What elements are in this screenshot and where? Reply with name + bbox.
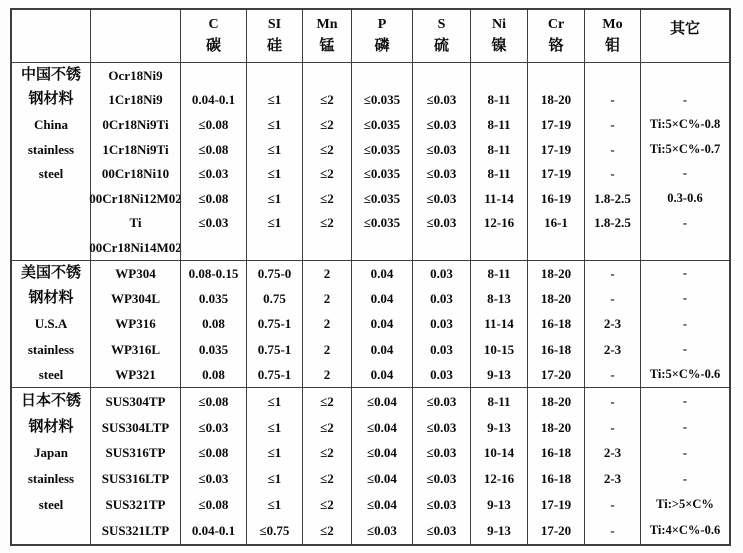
value-cell: 2-3: [603, 471, 622, 487]
value-cell: 9-13: [487, 497, 511, 513]
value-column: [640, 388, 729, 543]
region-label: [12, 518, 90, 544]
value-cell: ≤0.03: [367, 523, 397, 539]
value-cell: ≤2: [320, 419, 334, 435]
value-cell: ≤0.08: [198, 445, 229, 461]
section-usa-stainless: [12, 260, 729, 387]
value-cell: 8-11: [487, 116, 511, 132]
value-cell: [641, 235, 729, 260]
value-cell: 11-14: [484, 190, 514, 206]
value-cell: 8-11: [487, 393, 511, 409]
header-symbol-label: SI: [267, 16, 282, 32]
value-cell: 12-16: [483, 215, 515, 231]
value-cell: -: [610, 291, 615, 307]
value-cell: 18-20: [540, 393, 572, 409]
value-cell: 17-19: [540, 116, 572, 132]
value-cell: 12-16: [483, 471, 515, 487]
value-column: [470, 388, 527, 543]
value-cell: ≤0.03: [198, 471, 229, 487]
value-cell: 0.75-0: [257, 265, 292, 281]
value-cell: ≤0.03: [426, 497, 457, 513]
region-label: stainless: [27, 341, 75, 357]
value-cell: ≤0.08: [198, 497, 229, 513]
value-cell: [528, 235, 584, 260]
region-label: [12, 211, 90, 236]
value-cell: Ti:>5×C%: [656, 497, 714, 512]
value-cell: 2: [323, 265, 331, 281]
region-label: U.S.A: [34, 316, 68, 332]
value-cell: [471, 235, 527, 260]
value-cell: -: [610, 141, 615, 157]
grade-name: Ti: [129, 215, 142, 231]
value-cell: ≤2: [320, 393, 334, 409]
value-column: [527, 388, 584, 543]
value-cell: 0.035: [198, 291, 229, 307]
value-cell: 2: [323, 291, 331, 307]
header-symbol-label: Ni: [492, 16, 506, 32]
value-cell: 2: [323, 341, 331, 357]
value-cell: 10-15: [483, 341, 515, 357]
value-cell: -: [610, 393, 615, 409]
region-label: [12, 235, 90, 260]
header-symbol-label: Mo: [602, 16, 623, 32]
value-cell: 10-14: [483, 445, 515, 461]
value-cell: 0.03: [430, 316, 453, 332]
value-cell: 1.8-2.5: [594, 190, 631, 206]
value-column: [302, 388, 351, 543]
value-cell: -: [682, 266, 688, 281]
value-cell: 0.04: [370, 341, 394, 357]
value-cell: 0.04-0.1: [191, 92, 236, 108]
value-cell: 0.04: [370, 265, 394, 281]
value-cell: ≤2: [320, 215, 334, 231]
region-column: [12, 63, 90, 260]
value-cell: 0.04: [370, 367, 394, 383]
value-column: [584, 261, 640, 387]
header-chinese-label: 磷: [374, 38, 390, 55]
value-cell: ≤0.03: [426, 166, 457, 182]
value-cell: [528, 63, 584, 88]
value-cell: 11-14: [484, 316, 514, 332]
value-cell: ≤0.035: [363, 215, 401, 231]
grade-name: SUS304TP: [105, 393, 166, 409]
header-symbol-label: S: [437, 16, 446, 32]
value-cell: 16-18: [540, 341, 572, 357]
grade-name: 1Cr18Ni9: [108, 92, 163, 108]
value-cell: -: [682, 445, 688, 460]
value-column: [351, 388, 412, 543]
value-cell: 8-13: [487, 291, 511, 307]
grade-name: 00Cr18Ni14M02: [89, 239, 182, 255]
value-column: [527, 261, 584, 387]
region-label: 钢材料: [28, 290, 74, 307]
header-chinese-label: 铬: [548, 38, 564, 55]
header-cell-P: [351, 10, 412, 62]
region-label: China: [34, 116, 68, 132]
value-cell: Ti:4×C%-0.6: [649, 523, 721, 538]
value-cell: [585, 63, 640, 88]
value-cell: -: [682, 419, 688, 434]
grade-name: WP316: [115, 316, 156, 332]
header-cell-Ni: [470, 10, 527, 62]
value-cell: ≤0.03: [198, 166, 229, 182]
value-cell: 0.75-1: [257, 316, 292, 332]
value-cell: ≤0.03: [198, 215, 229, 231]
grade-name: SUS321LTP: [101, 523, 170, 539]
value-cell: ≤2: [320, 445, 334, 461]
value-cell: -: [682, 342, 688, 357]
value-cell: 0.75-1: [257, 341, 292, 357]
grade-column: [90, 261, 180, 387]
value-cell: ≤2: [320, 92, 334, 108]
value-cell: ≤1: [267, 190, 282, 206]
value-cell: 2-3: [603, 341, 622, 357]
value-cell: ≤0.03: [426, 190, 457, 206]
value-cell: 8-11: [487, 166, 511, 182]
value-cell: 0.04: [370, 316, 394, 332]
value-column: [180, 261, 246, 387]
value-cell: ≤1: [267, 497, 282, 513]
value-cell: -: [682, 92, 688, 107]
section-japan-stainless: [12, 387, 729, 543]
value-cell: -: [610, 265, 615, 281]
value-cell: 0.035: [198, 341, 229, 357]
value-cell: ≤0.08: [198, 190, 229, 206]
value-cell: Ti:5×C%-0.7: [649, 141, 721, 156]
value-cell: -: [610, 523, 615, 539]
value-column: [640, 261, 729, 387]
value-cell: 0.03: [430, 341, 453, 357]
header-cell-Mn: [302, 10, 351, 62]
value-cell: 0.3-0.6: [667, 191, 703, 206]
region-column: [12, 261, 90, 387]
value-column: [412, 261, 470, 387]
value-cell: -: [682, 393, 688, 408]
value-column: [640, 63, 729, 260]
value-column: [246, 261, 302, 387]
value-cell: ≤0.035: [363, 166, 401, 182]
value-cell: 9-13: [487, 523, 511, 539]
value-cell: ≤0.035: [363, 190, 401, 206]
value-column: [351, 63, 412, 260]
value-cell: 17-20: [540, 367, 572, 383]
region-label: steel: [38, 497, 64, 513]
value-cell: 0.08: [202, 367, 225, 383]
value-cell: 2-3: [603, 316, 622, 332]
grade-name: WP304L: [110, 291, 161, 307]
value-column: [527, 63, 584, 260]
value-cell: 0.04: [370, 291, 394, 307]
value-cell: 2: [323, 316, 331, 332]
section-china-stainless: [12, 62, 729, 260]
header-cell-SI: [246, 10, 302, 62]
value-cell: ≤0.035: [363, 116, 401, 132]
header-cell-Mo: [584, 10, 640, 62]
value-cell: [247, 235, 302, 260]
value-cell: 2-3: [603, 445, 622, 461]
value-cell: 17-19: [540, 141, 572, 157]
grade-name: SUS316TP: [105, 445, 166, 461]
value-cell: ≤1: [267, 419, 282, 435]
region-label: 日本不锈: [20, 392, 81, 409]
grade-name: 00Cr18Ni10: [101, 166, 170, 182]
header-chinese-label: 碳: [205, 38, 221, 55]
value-cell: ≤1: [267, 166, 282, 182]
value-cell: 1.8-2.5: [594, 215, 631, 231]
grade-name: 1Cr18Ni9Ti: [102, 141, 169, 157]
value-column: [412, 388, 470, 543]
value-cell: ≤1: [267, 445, 282, 461]
value-cell: 8-11: [487, 92, 511, 108]
value-cell: 16-18: [540, 316, 572, 332]
header-cell-其它: [640, 10, 729, 62]
value-column: [584, 388, 640, 543]
value-cell: [247, 63, 302, 88]
region-label: Japan: [34, 445, 68, 461]
value-cell: ≤0.08: [198, 141, 229, 157]
region-label: stainless: [27, 141, 75, 157]
value-cell: ≤1: [267, 393, 282, 409]
value-cell: 16-18: [540, 445, 572, 461]
value-cell: [352, 235, 412, 260]
value-cell: 8-11: [487, 265, 511, 281]
header-symbol-label: Mn: [316, 16, 338, 32]
value-column: [302, 261, 351, 387]
header-cell-Cr: [527, 10, 584, 62]
value-cell: 16-18: [540, 471, 572, 487]
value-cell: 18-20: [540, 291, 572, 307]
grade-name: SUS316LTP: [101, 471, 170, 487]
value-cell: ≤0.04: [367, 497, 397, 513]
value-cell: -: [610, 497, 615, 513]
value-cell: ≤1: [267, 141, 282, 157]
value-cell: 16-19: [540, 190, 572, 206]
value-cell: [352, 63, 412, 88]
value-cell: ≤0.03: [426, 215, 457, 231]
grade-name: WP321: [115, 367, 156, 383]
value-cell: ≤0.03: [426, 116, 457, 132]
value-cell: ≤2: [320, 166, 334, 182]
value-cell: ≤0.03: [426, 523, 457, 539]
value-cell: [413, 235, 470, 260]
header-chinese-label: 硅: [266, 38, 282, 55]
value-cell: 2: [323, 367, 331, 383]
value-cell: ≤2: [320, 471, 334, 487]
table-header-row: [12, 10, 729, 62]
header-cell-blank-1: [90, 10, 180, 62]
value-cell: -: [682, 471, 688, 486]
region-label: 钢材料: [28, 418, 74, 435]
value-cell: ≤2: [320, 523, 334, 539]
value-cell: 18-20: [540, 92, 572, 108]
header-chinese-label: 硫: [433, 38, 449, 55]
value-cell: ≤0.03: [198, 419, 229, 435]
header-chinese-label: 锰: [319, 38, 335, 55]
region-label: steel: [38, 166, 64, 182]
value-column: [412, 63, 470, 260]
value-cell: ≤0.75: [259, 523, 290, 539]
value-cell: ≤2: [320, 497, 334, 513]
value-cell: ≤0.035: [363, 92, 401, 108]
grade-name: WP316L: [110, 341, 161, 357]
value-cell: ≤1: [267, 92, 282, 108]
value-cell: ≤0.03: [426, 471, 457, 487]
value-cell: 18-20: [540, 419, 572, 435]
value-cell: ≤1: [267, 471, 282, 487]
value-cell: ≤1: [267, 116, 282, 132]
value-cell: 0.03: [430, 367, 453, 383]
value-cell: ≤2: [320, 141, 334, 157]
value-cell: ≤2: [320, 116, 334, 132]
header-cell-blank-0: [12, 10, 90, 62]
value-cell: 0.75-1: [257, 367, 292, 383]
value-column: [246, 63, 302, 260]
header-symbol-label: Cr: [547, 16, 565, 32]
value-cell: ≤0.04: [367, 445, 397, 461]
value-cell: ≤0.08: [198, 393, 229, 409]
value-cell: [181, 63, 246, 88]
grade-name: WP304: [115, 265, 156, 281]
value-cell: -: [682, 291, 688, 306]
region-label: 美国不锈: [20, 264, 81, 281]
value-cell: 17-19: [540, 166, 572, 182]
value-cell: ≤0.04: [367, 393, 397, 409]
value-cell: ≤1: [267, 215, 282, 231]
value-cell: ≤0.03: [426, 393, 457, 409]
grade-name: 0Cr18Ni9Ti: [102, 116, 169, 132]
value-cell: -: [610, 367, 615, 383]
value-cell: 0.04-0.1: [191, 523, 236, 539]
grade-name: SUS321TP: [105, 497, 166, 513]
grade-name: Ocr18Ni9: [108, 67, 163, 83]
value-cell: -: [682, 215, 688, 230]
value-cell: 9-13: [487, 367, 511, 383]
value-cell: ≤0.08: [198, 116, 229, 132]
value-cell: [303, 235, 351, 260]
value-cell: 8-11: [487, 141, 511, 157]
region-label: 钢材料: [28, 91, 74, 108]
value-column: [180, 388, 246, 543]
value-cell: 16-1: [544, 215, 568, 231]
region-column: [12, 388, 90, 543]
header-symbol-label: C: [208, 16, 219, 32]
grade-name: SUS304LTP: [101, 419, 170, 435]
value-cell: 0.08-0.15: [188, 265, 239, 281]
value-cell: ≤0.04: [367, 471, 397, 487]
value-cell: [585, 235, 640, 260]
header-cell-C: [180, 10, 246, 62]
value-column: [246, 388, 302, 543]
value-cell: Ti:5×C%-0.6: [649, 367, 721, 382]
value-cell: ≤0.04: [367, 419, 397, 435]
value-cell: ≤2: [320, 190, 334, 206]
value-cell: -: [610, 92, 615, 108]
value-cell: 0.08: [202, 316, 225, 332]
value-column: [302, 63, 351, 260]
header-symbol-label: P: [377, 16, 387, 32]
value-column: [470, 261, 527, 387]
value-cell: -: [682, 316, 688, 331]
value-cell: -: [610, 166, 615, 182]
value-cell: Ti:5×C%-0.8: [649, 117, 721, 132]
value-cell: [641, 63, 729, 88]
value-cell: 17-20: [540, 523, 572, 539]
grade-column: [90, 63, 180, 260]
grade-column: [90, 388, 180, 543]
value-cell: [413, 63, 470, 88]
region-label: [12, 186, 90, 211]
value-cell: ≤0.03: [426, 141, 457, 157]
value-cell: 0.75: [263, 291, 286, 307]
value-cell: ≤0.03: [426, 445, 457, 461]
value-cell: -: [610, 419, 615, 435]
value-cell: -: [682, 166, 688, 181]
header-chinese-label: 钼: [604, 38, 620, 55]
value-cell: 9-13: [487, 419, 511, 435]
region-label: steel: [38, 367, 64, 383]
value-column: [470, 63, 527, 260]
value-cell: [303, 63, 351, 88]
value-column: [584, 63, 640, 260]
value-cell: ≤0.035: [363, 141, 401, 157]
value-cell: -: [610, 116, 615, 132]
value-cell: [471, 63, 527, 88]
value-column: [351, 261, 412, 387]
value-cell: 18-20: [540, 265, 572, 281]
value-cell: 0.03: [430, 291, 453, 307]
grade-name: 00Cr18Ni12M02: [89, 190, 182, 206]
region-label: stainless: [27, 471, 75, 487]
header-cell-S: [412, 10, 470, 62]
header-symbol-label: 其它: [669, 21, 700, 38]
region-label: 中国不锈: [20, 66, 81, 83]
value-cell: 0.03: [430, 265, 453, 281]
value-cell: ≤0.03: [426, 419, 457, 435]
header-chinese-label: 镍: [491, 38, 507, 55]
value-cell: [181, 235, 246, 260]
steel-composition-table: [10, 8, 731, 546]
value-cell: ≤0.03: [426, 92, 457, 108]
value-cell: 17-19: [540, 497, 572, 513]
value-column: [180, 63, 246, 260]
